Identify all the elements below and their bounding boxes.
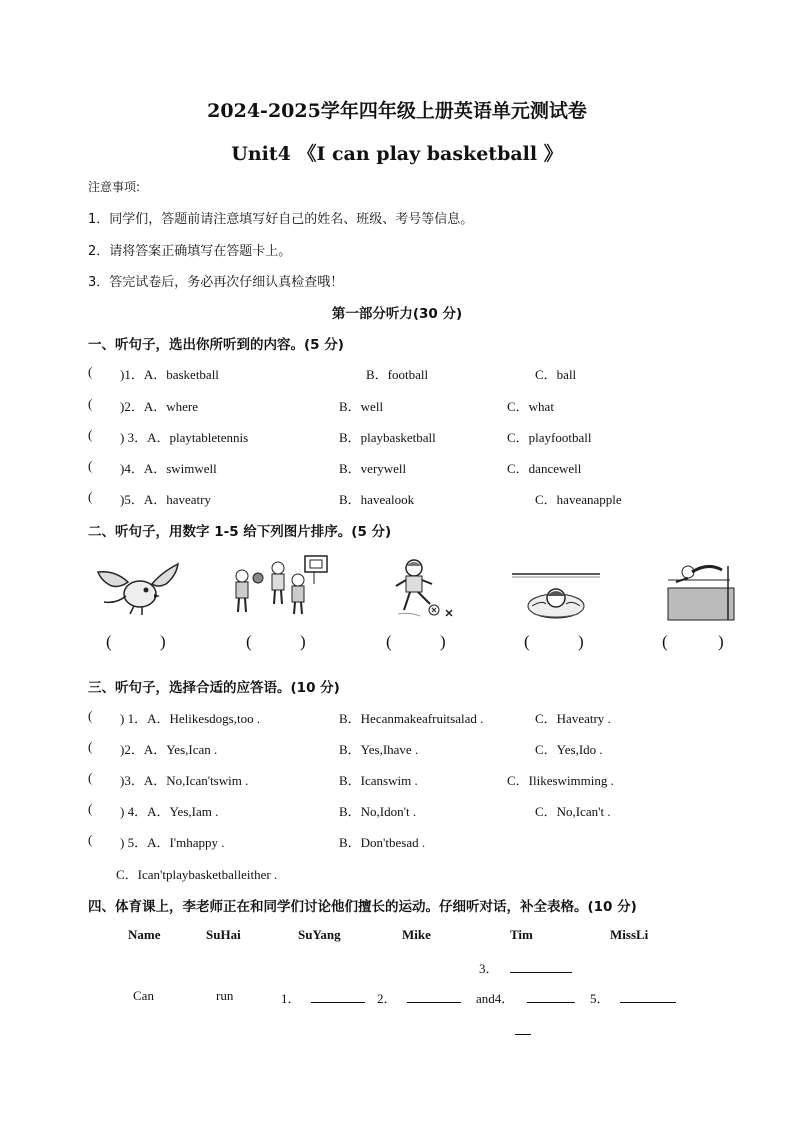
football-boy-image xyxy=(390,556,460,622)
note-item: 3．答完试卷后，务必再次仔细认真检查哦！ xyxy=(88,275,344,290)
answer-paren[interactable]: ( xyxy=(88,396,93,411)
answer-paren[interactable]: ( xyxy=(88,364,93,379)
option-a: )4．A．swimwell xyxy=(120,461,217,476)
note-item: 2．请将答案正确填写在答题卡上。 xyxy=(88,244,292,259)
section-1-heading: 一、听句子，选出你所听到的内容。(5 分) xyxy=(88,337,344,353)
option-a: )2．A．where xyxy=(120,399,198,414)
row-label: Can xyxy=(133,988,154,1003)
option-c: C．playfootball xyxy=(507,430,592,445)
header-mike: Mike xyxy=(402,927,431,942)
option-b: B．Yes,Ihave . xyxy=(339,742,419,757)
answer-close: ) xyxy=(440,632,446,651)
blank-label: 1． xyxy=(281,991,301,1006)
option-c: C．Haveatry . xyxy=(535,711,611,726)
option-a: ) 4．A．Yes,Iam . xyxy=(120,804,219,819)
header-missli: MissLi xyxy=(610,927,649,942)
section-2-heading: 二、听句子，用数字 1-5 给下列图片排序。(5 分) xyxy=(88,524,392,540)
blank-label: 5． xyxy=(590,991,610,1006)
answer-open[interactable]: ( xyxy=(524,632,530,651)
answer-open[interactable]: ( xyxy=(662,632,668,651)
answer-open[interactable]: ( xyxy=(246,632,252,651)
suhai-value: run xyxy=(216,988,234,1003)
answer-blank-2[interactable] xyxy=(407,990,461,1003)
option-b: B．well xyxy=(339,399,384,414)
answer-close: ) xyxy=(300,632,306,651)
option-a: ) 3．A．playtabletennis xyxy=(120,430,249,445)
blank-label: 2． xyxy=(377,991,397,1006)
answer-close: ) xyxy=(578,632,584,651)
answer-blank-4-continued[interactable] xyxy=(515,1022,531,1035)
option-c: C．ball xyxy=(535,367,577,382)
answer-blank-4[interactable] xyxy=(527,990,575,1003)
option-b: B．Don'tbesad . xyxy=(339,835,426,850)
option-a: ) 1．A．Helikesdogs,too . xyxy=(120,711,261,726)
option-a: )3．A．No,Ican'tswim . xyxy=(120,773,249,788)
header-name: Name xyxy=(128,927,161,942)
answer-paren[interactable]: ( xyxy=(88,801,93,816)
option-b: B．verywell xyxy=(339,461,407,476)
option-b: B．havealook xyxy=(339,492,415,507)
option-b: B．No,Idon't . xyxy=(339,804,417,819)
answer-paren[interactable]: ( xyxy=(88,770,93,785)
answer-paren[interactable]: ( xyxy=(88,708,93,723)
section-3-heading: 三、听句子，选择合适的应答语。(10 分) xyxy=(88,680,340,696)
option-c: C．what xyxy=(507,399,554,414)
note-item: 1．同学们，答题前请注意填写好自己的姓名、班级、考号等信息。 xyxy=(88,212,474,227)
option-b: B．Icanswim . xyxy=(339,773,418,788)
section-4-heading: 四、体育课上，李老师正在和同学们讨论他们擅长的运动。仔细听对话，补全表格。(10 分) xyxy=(88,899,637,915)
answer-blank-1[interactable] xyxy=(311,990,365,1003)
answer-paren[interactable]: ( xyxy=(88,739,93,754)
option-c: C．haveanapple xyxy=(535,492,622,507)
answer-blank-5[interactable] xyxy=(620,990,676,1003)
option-b: B．football xyxy=(366,367,429,382)
header-tim: Tim xyxy=(510,927,533,942)
answer-paren[interactable]: ( xyxy=(88,458,93,473)
answer-paren[interactable]: ( xyxy=(88,832,93,847)
option-a: )5．A．haveatry xyxy=(120,492,211,507)
answer-paren[interactable]: ( xyxy=(88,489,93,504)
high-jump-image xyxy=(664,558,736,622)
swimming-child-image xyxy=(512,570,602,622)
exam-title: 2024-2025学年四年级上册英语单元测试卷 xyxy=(207,100,587,122)
option-c: C．dancewell xyxy=(507,461,582,476)
blank-label: 3． xyxy=(479,961,499,976)
flying-bird-image xyxy=(90,558,185,620)
header-suyang: SuYang xyxy=(298,927,341,942)
answer-open[interactable]: ( xyxy=(386,632,392,651)
option-c: C．Yes,Ido . xyxy=(535,742,603,757)
answer-open[interactable]: ( xyxy=(106,632,112,651)
answer-blank-3[interactable] xyxy=(510,960,572,973)
option-b: B．Hecanmakeafruitsalad . xyxy=(339,711,484,726)
option-c: C．Ilikeswimming . xyxy=(507,773,614,788)
option-c: C．No,Ican't . xyxy=(535,804,611,819)
option-b: B．playbasketball xyxy=(339,430,436,445)
blank-label: and4． xyxy=(476,991,515,1006)
option-a: ) 5．A．I'mhappy . xyxy=(120,835,225,850)
header-suhai: SuHai xyxy=(206,927,241,942)
answer-paren[interactable]: ( xyxy=(88,427,93,442)
answer-close: ) xyxy=(718,632,724,651)
exam-subtitle: Unit4 《I can play basketball 》 xyxy=(231,143,563,165)
answer-close: ) xyxy=(160,632,166,651)
part-heading: 第一部分听力(30 分) xyxy=(331,306,463,322)
option-a: )2．A．Yes,Ican . xyxy=(120,742,218,757)
option-c: C．Ican'tplaybasketballeither . xyxy=(116,867,278,882)
option-a: )1．A．basketball xyxy=(120,367,219,382)
basketball-children-image xyxy=(230,554,330,620)
notes-heading: 注意事项: xyxy=(88,180,141,194)
